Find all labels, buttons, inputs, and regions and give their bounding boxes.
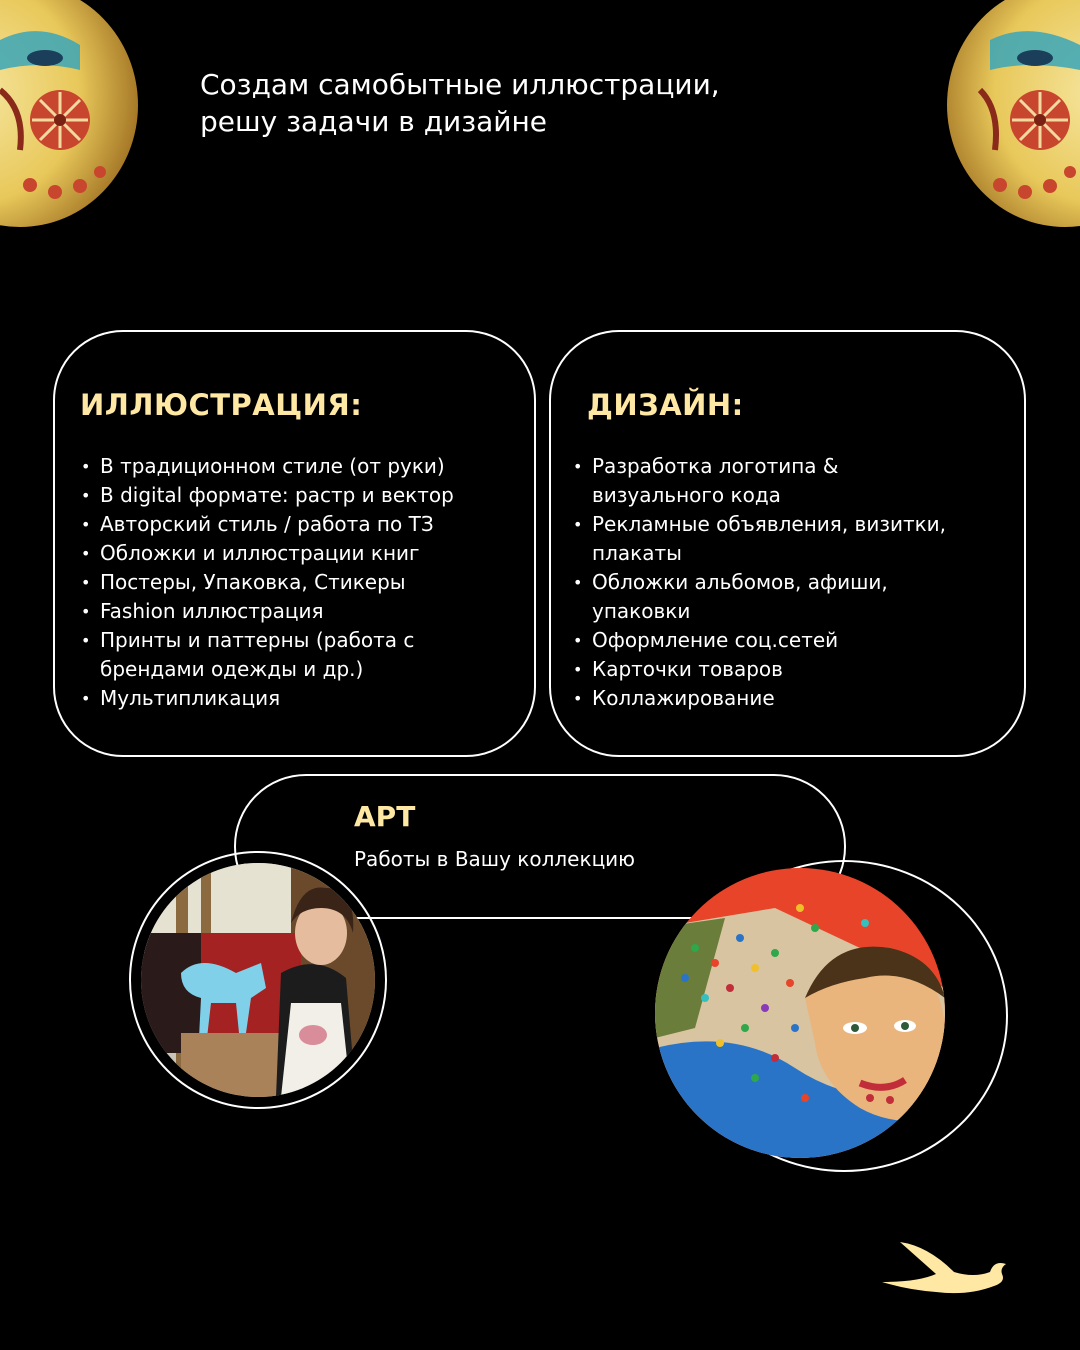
intro-line-2: решу задачи в дизайне	[200, 105, 548, 138]
list-item: • Мультипликация	[77, 684, 517, 713]
design-list	[569, 452, 1009, 713]
list-item: • Разработка логотипа & визуального кода	[569, 452, 882, 510]
decorative-face-art-right	[940, 0, 1080, 230]
design-card	[549, 330, 1026, 757]
intro-text	[200, 66, 900, 140]
artist-photo	[141, 863, 375, 1097]
artwork-painting	[655, 868, 945, 1158]
list-item: • Обложки альбомов, афиши, упаковки	[569, 568, 932, 626]
list-item: • Рекламные объявления, визитки, плакаты	[569, 510, 1012, 568]
art-title: АРТ	[354, 800, 416, 833]
list-item: • Fashion иллюстрация	[77, 597, 517, 626]
list-item: • Карточки товаров	[569, 655, 1009, 684]
illustration-list	[77, 452, 517, 713]
list-item: • Коллажирование	[569, 684, 1009, 713]
list-item: • Постеры, Упаковка, Стикеры	[77, 568, 517, 597]
illustration-card	[53, 330, 536, 757]
list-item: • Обложки и иллюстрации книг	[77, 539, 517, 568]
illustration-title: ИЛЛЮСТРАЦИЯ:	[80, 388, 363, 422]
decorative-face-art-left	[0, 0, 140, 230]
intro-line-1: Создам самобытные иллюстрации,	[200, 68, 720, 101]
list-item: • В традиционном стиле (от руки)	[77, 452, 517, 481]
list-item: • Авторский стиль / работа по ТЗ	[77, 510, 517, 539]
art-subtitle: Работы в Вашу коллекцию	[354, 847, 636, 871]
list-item: • В digital формате: растр и вектор	[77, 481, 517, 510]
list-item: • Принты и паттерны (работа с брендами одежды и др.)	[77, 626, 470, 684]
list-item: • Оформление соц.сетей	[569, 626, 1009, 655]
design-title: ДИЗАЙН:	[587, 388, 744, 422]
goose-logo-icon	[878, 1238, 1012, 1298]
